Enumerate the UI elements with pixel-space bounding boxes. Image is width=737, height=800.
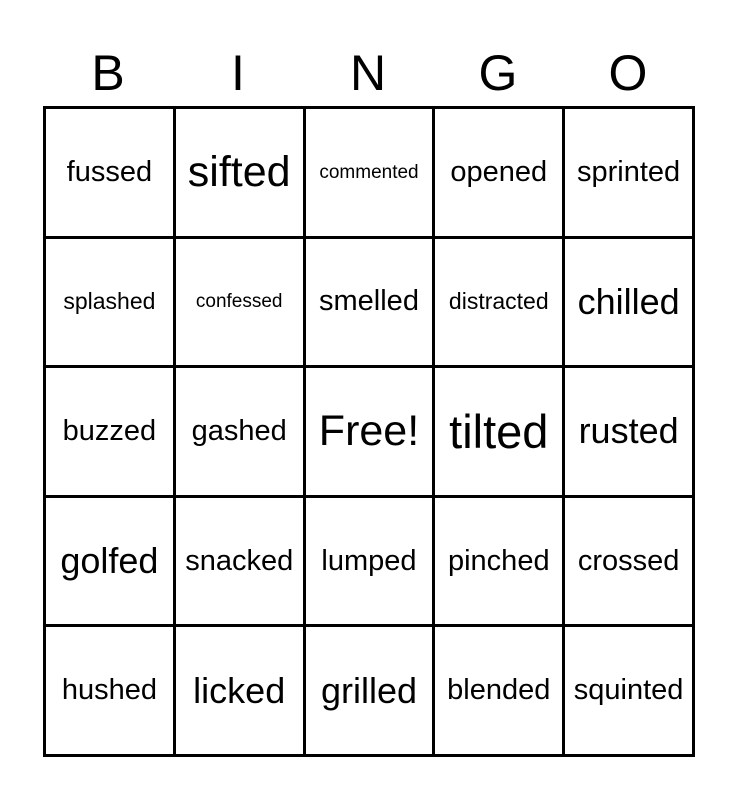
bingo-cell: opened [435,109,565,239]
bingo-cell: fussed [46,109,176,239]
bingo-cell: hushed [46,627,176,757]
bingo-free-cell: Free! [306,368,436,498]
bingo-cell: sprinted [565,109,695,239]
bingo-cell: confessed [176,239,306,369]
header-letter-o: O [608,45,648,101]
bingo-cell: gashed [176,368,306,498]
bingo-cell: grilled [306,627,436,757]
bingo-cell: licked [176,627,306,757]
bingo-cell: splashed [46,239,176,369]
bingo-cell: rusted [565,368,695,498]
bingo-cell: buzzed [46,368,176,498]
bingo-cell: golfed [46,498,176,628]
bingo-cell: lumped [306,498,436,628]
bingo-cell: commented [306,109,436,239]
header-letter-g: G [478,45,518,101]
bingo-cell: chilled [565,239,695,369]
bingo-cell: pinched [435,498,565,628]
bingo-cell: crossed [565,498,695,628]
bingo-cell: snacked [176,498,306,628]
bingo-cell: distracted [435,239,565,369]
header-letter-i: I [231,45,245,101]
bingo-board [43,106,695,757]
header-letter-n: N [349,45,387,101]
bingo-header [43,44,695,102]
bingo-cell: smelled [306,239,436,369]
header-letter-b: B [91,45,125,101]
bingo-cell: blended [435,627,565,757]
bingo-cell: sifted [176,109,306,239]
bingo-cell: squinted [565,627,695,757]
bingo-cell: tilted [435,368,565,498]
